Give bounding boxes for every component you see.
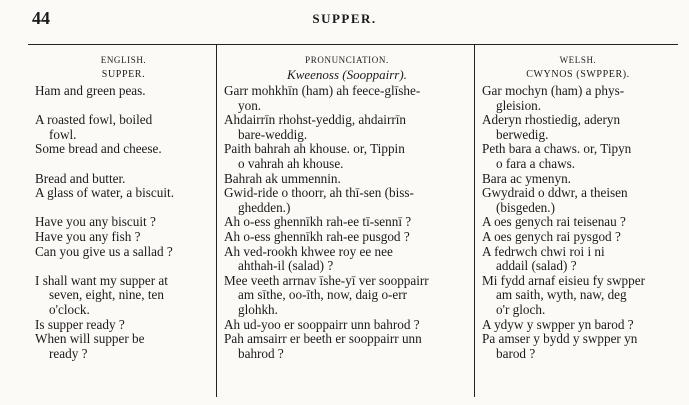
welsh-line: addail (salad) ? (496, 258, 577, 274)
welsh-line: A oes genych rai pysgod ? (482, 229, 621, 244)
english-entry (35, 84, 212, 113)
welsh-line: Bara ac ymenyn. (482, 171, 571, 186)
welsh-line: am saith, wyth, naw, deg (496, 287, 627, 303)
pronunciation-line: Ah o-ess ghennīkh rah-ee tī-sennī ? (224, 215, 412, 230)
pronunciation-column-header: PRONUNCIATION. (305, 55, 389, 65)
english-line: Some bread and cheese. (35, 142, 162, 157)
english-entries (35, 84, 212, 362)
pronunciation-line: o vahrah ah khouse. (238, 155, 344, 171)
running-head: SUPPER. (312, 11, 377, 26)
pronunciation-entry (224, 113, 470, 142)
english-entry (35, 332, 212, 361)
pronunciation-line: Pah amsairr er beeth er sooppairr unn (224, 332, 422, 347)
english-column (28, 45, 216, 397)
phrase-table (28, 44, 678, 397)
english-line: Have you any biscuit ? (35, 215, 156, 230)
english-entry (35, 245, 212, 274)
pronunciation-column (216, 45, 474, 397)
welsh-entry (482, 332, 674, 361)
welsh-line: Pa amser y bydd y swpper yn (482, 332, 638, 347)
pronunciation-line: Ah ved-rookh khwee roy ee nee (224, 244, 393, 259)
pronunciation-entry (224, 318, 470, 333)
pronunciation-line: Ah o-ess ghennīkh rah-ee pusgod ? (224, 229, 410, 244)
english-entry (35, 186, 212, 215)
welsh-line: Mi fydd arnaf eisieu fy swpper (482, 273, 645, 288)
welsh-line: A ydyw y swpper yn barod ? (482, 317, 634, 332)
english-entry (35, 230, 212, 245)
welsh-entries (482, 84, 674, 362)
welsh-line: Aderyn rhostiedig, aderyn (482, 113, 621, 128)
pronunciation-line: ghedden.) (238, 199, 291, 215)
welsh-line: berwedig. (496, 126, 549, 142)
welsh-line: gleision. (496, 97, 542, 113)
welsh-entry (482, 245, 674, 274)
welsh-column (474, 45, 678, 397)
english-line: When will supper be (35, 332, 145, 347)
english-line: Can you give us a sallad ? (35, 244, 173, 259)
welsh-section-title: CWYNOS (SWPPER). (526, 69, 630, 80)
welsh-entry (482, 230, 674, 245)
pronunciation-line: Ah ud-yoo er sooppairr unn bahrod ? (224, 317, 420, 332)
pronunciation-line: ahthah-il (salad) ? (238, 258, 334, 274)
pronunciation-line: Mee veeth arrnav īshe-yī ver sooppairr (224, 273, 429, 288)
pronunciation-entry (224, 274, 470, 318)
pronunciation-section-title: Kweenoss (Sooppairr). (287, 67, 407, 82)
english-column-header: ENGLISH. (100, 55, 147, 65)
pronunciation-entry (224, 215, 470, 230)
english-section-title: SUPPER. (101, 69, 146, 80)
welsh-column-header: WELSH. (559, 55, 597, 65)
english-line: ready ? (49, 345, 88, 361)
welsh-entry (482, 142, 674, 171)
welsh-line: A oes genych rai teisenau ? (482, 215, 626, 230)
welsh-line: Gar mochyn (ham) a phys- (482, 84, 625, 98)
pronunciation-entry (224, 172, 470, 187)
english-line: A roasted fowl, boiled (35, 113, 153, 128)
pronunciation-entry (224, 142, 470, 171)
english-line: Ham and green peas. (35, 84, 146, 98)
pronunciation-entry (224, 230, 470, 245)
page-number: 44 (32, 8, 50, 28)
pronunciation-line: yon. (238, 97, 262, 113)
pronunciation-line: Gwid-ride o thoorr, ah thī-sen (biss- (224, 186, 414, 201)
english-line: Have you any fish ? (35, 229, 141, 244)
welsh-line: o'r gloch. (496, 301, 546, 317)
pronunciation-entry (224, 84, 470, 113)
welsh-entry (482, 172, 674, 187)
welsh-entry (482, 215, 674, 230)
welsh-entry (482, 84, 674, 113)
welsh-line: (bisgeden.) (496, 199, 555, 215)
english-entry (35, 142, 212, 171)
english-entry (35, 113, 212, 142)
english-entry (35, 318, 212, 333)
pronunciation-entry (224, 186, 470, 215)
pronunciation-line: bahrod ? (238, 345, 284, 361)
welsh-entry (482, 186, 674, 215)
english-line: Bread and butter. (35, 171, 126, 186)
pronunciation-line: Ahdairrīn rhohst-yeddig, ahdairrīn (224, 113, 407, 128)
pronunciation-entry (224, 332, 470, 361)
english-line: o'clock. (49, 301, 90, 317)
pronunciation-line: am sīthe, oo-īth, now, daig o-err (238, 287, 408, 303)
pronunciation-line: glohkh. (238, 301, 278, 317)
english-line: I shall want my supper at (35, 273, 168, 288)
pronunciation-line: bare-weddig. (238, 126, 308, 142)
english-entry (35, 172, 212, 187)
english-line: A glass of water, a biscuit. (35, 186, 175, 201)
welsh-line: Gwydraid o ddwr, a theisen (482, 186, 628, 201)
welsh-line: barod ? (496, 345, 536, 361)
pronunciation-line: Garr mohkhīn (ham) ah feece-glīshe- (224, 84, 421, 98)
pronunciation-entry (224, 245, 470, 274)
pronunciation-line: Bahrah ak ummennin. (224, 171, 341, 186)
pronunciation-line: Paith bahrah ah khouse. or, Tippin (224, 142, 405, 157)
welsh-line: A fedrwch chwi roi i ni (482, 244, 605, 259)
welsh-entry (482, 113, 674, 142)
welsh-line: Peth bara a chaws. or, Tipyn (482, 142, 632, 157)
english-line: Is supper ready ? (35, 317, 125, 332)
welsh-entry (482, 274, 674, 318)
welsh-entry (482, 318, 674, 333)
english-line: seven, eight, nine, ten (49, 287, 164, 303)
english-entry (35, 215, 212, 230)
english-entry (35, 274, 212, 318)
pronunciation-entries (224, 84, 470, 362)
english-line: fowl. (49, 126, 77, 142)
welsh-line: o fara a chaws. (496, 155, 576, 171)
